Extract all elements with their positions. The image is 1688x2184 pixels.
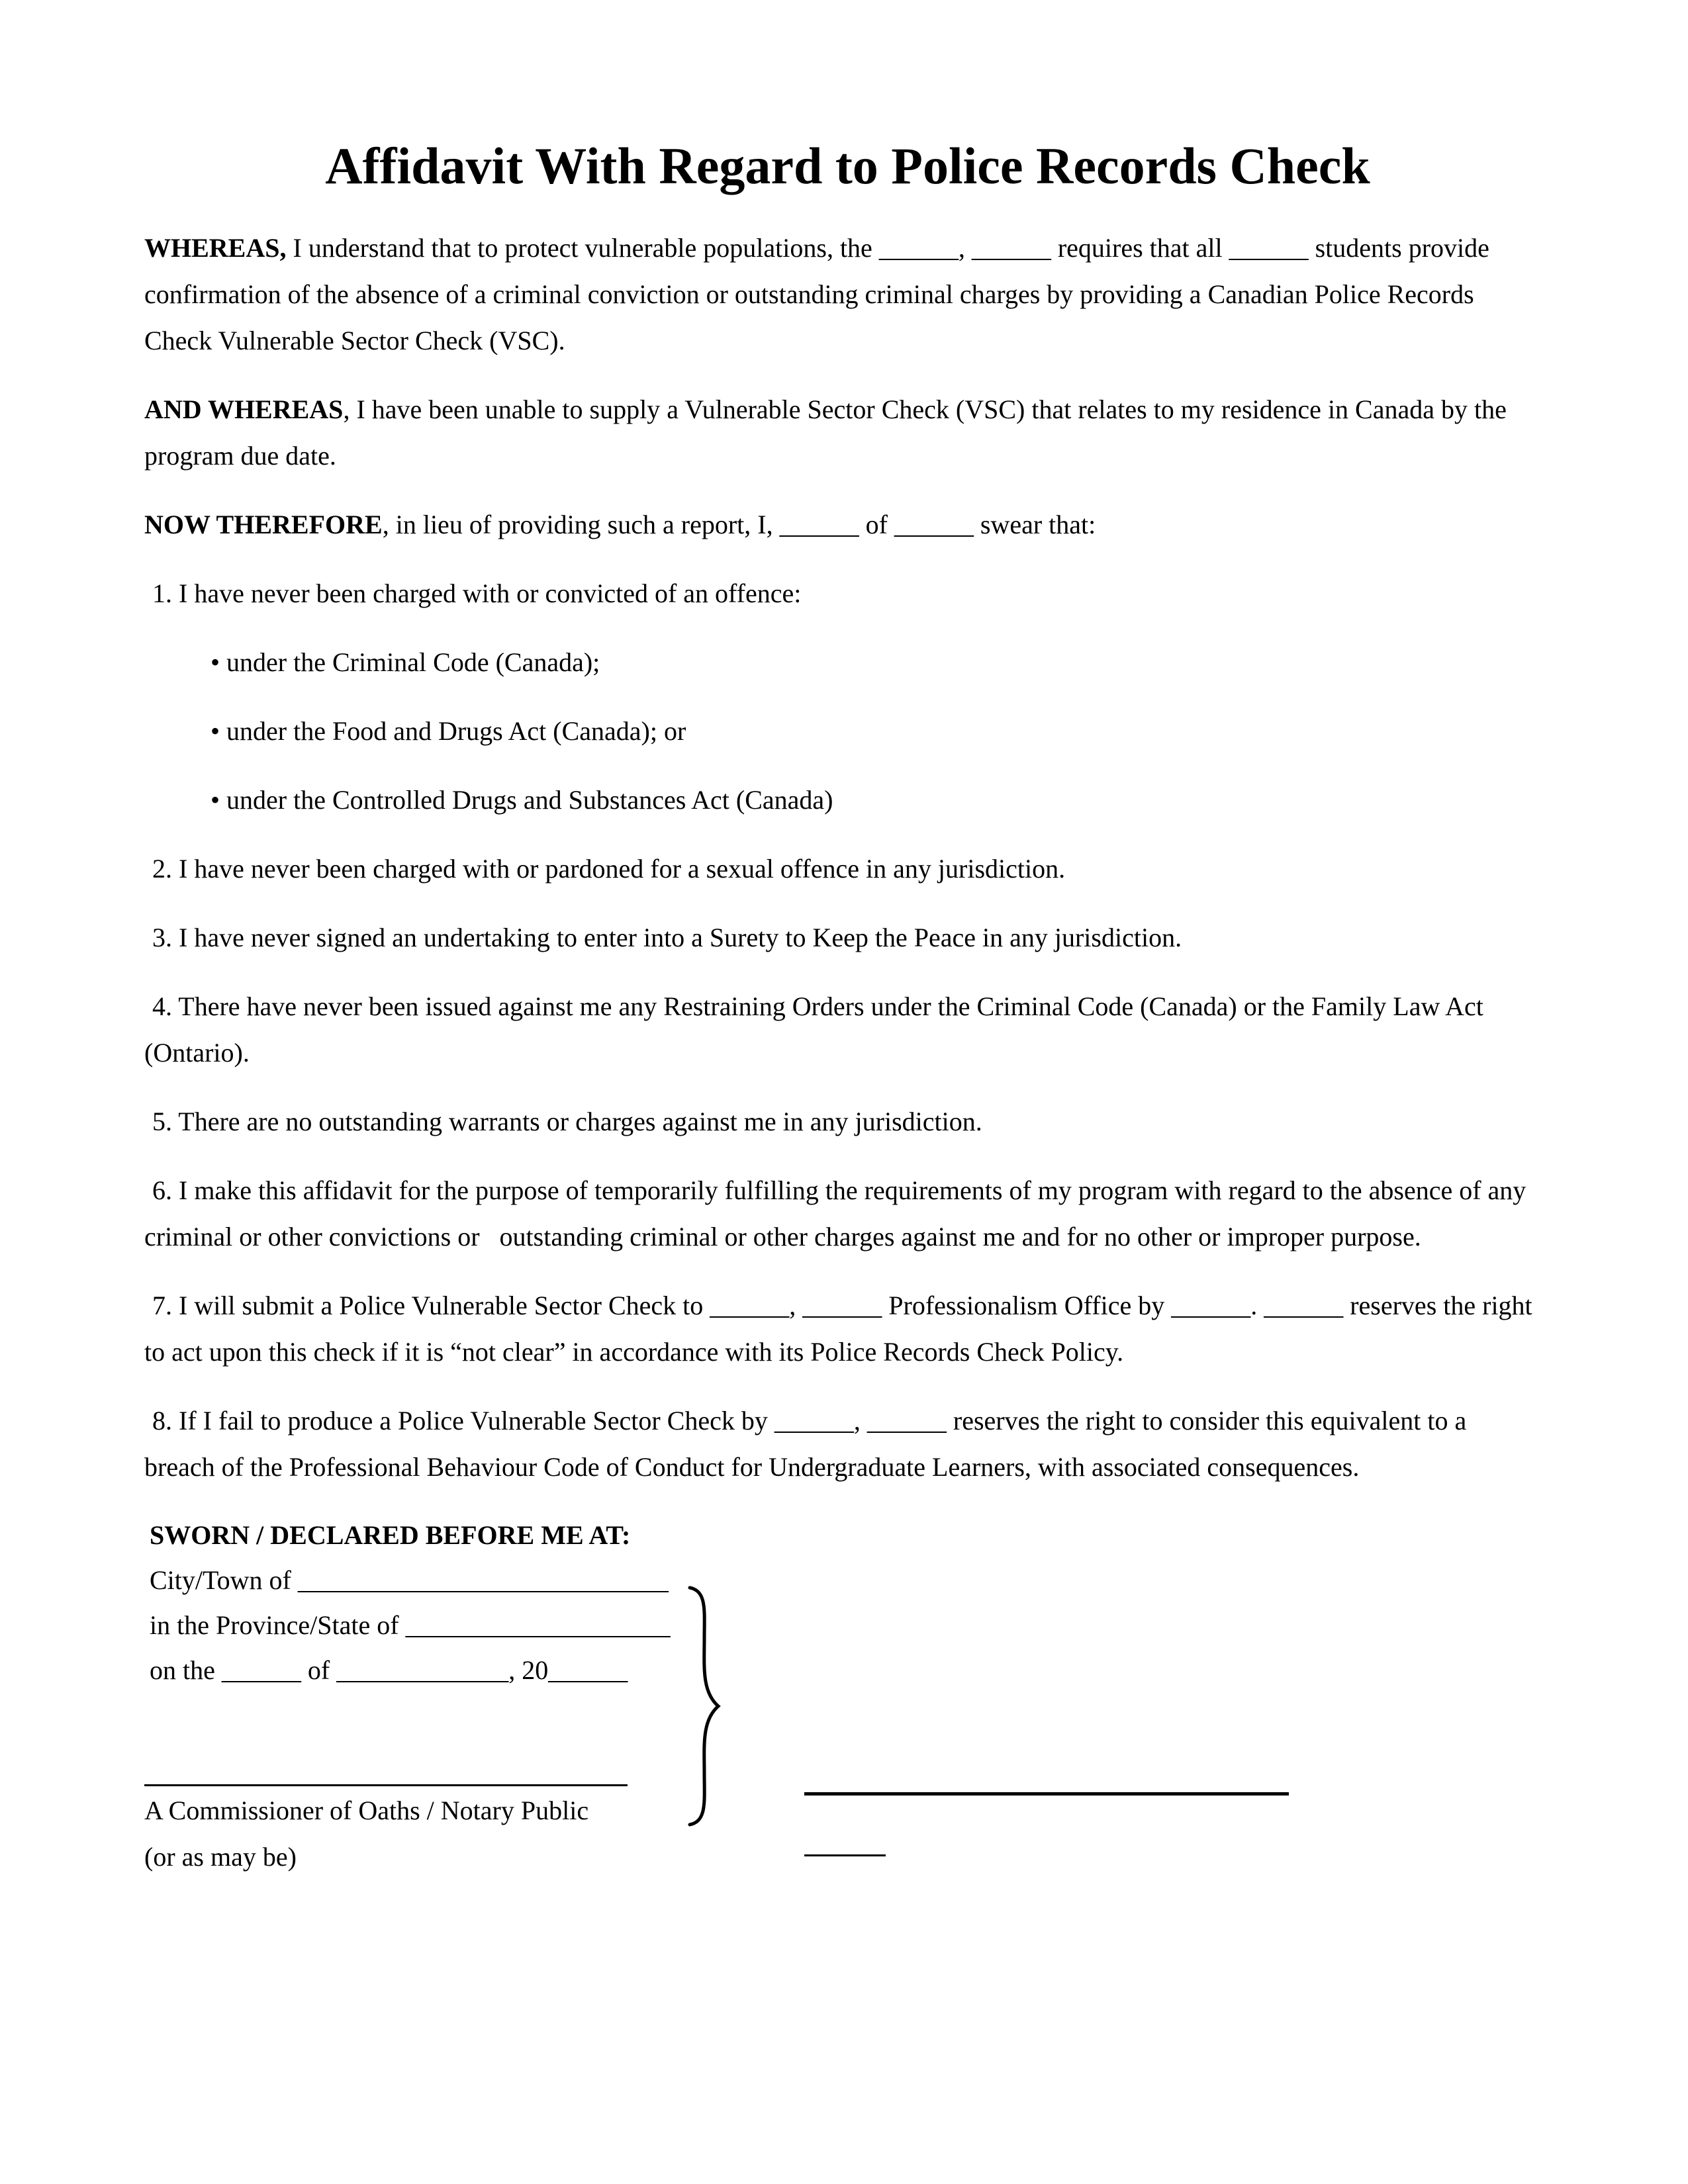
document-body	[144, 136, 1551, 1880]
bullet-line: • under the Controlled Drugs and Substances Act (Canada)	[211, 785, 833, 815]
bullet-line: • under the Criminal Code (Canada);	[211, 647, 600, 677]
list-item-1-bullet-1	[144, 639, 1551, 686]
sworn-heading: SWORN / DECLARED BEFORE ME AT:	[150, 1520, 631, 1550]
now-therefore-lead: NOW THEREFORE	[144, 510, 383, 539]
list-item-3	[144, 915, 1551, 961]
whereas-lead: WHEREAS,	[144, 233, 287, 263]
list-item-line: 2. I have never been charged with or pardoned for a sexual offence in any jurisdiction.	[152, 854, 1066, 884]
paragraph-line: Check Vulnerable Sector Check (VSC).	[144, 326, 565, 355]
list-item-line: breach of the Professional Behaviour Code of Conduct for Undergraduate Learners, with associated consequences.	[144, 1452, 1360, 1482]
list-item-line: 1. I have never been charged with or convicted of an offence:	[152, 578, 802, 608]
list-item-1-bullet-3	[144, 777, 1551, 823]
paragraph-whereas	[144, 225, 1551, 364]
province-state-field-line: in the Province/State of ____________________	[150, 1610, 671, 1640]
paragraph-line	[144, 387, 1551, 433]
list-item-7	[144, 1283, 1551, 1375]
curly-brace	[682, 1586, 723, 1827]
commissioner-qualifier: (or as may be)	[144, 1842, 297, 1872]
and-whereas-text: , I have been unable to supply a Vulnerable Sector Check (VSC) that relates to my residence in Canada by the	[343, 394, 1507, 424]
city-town-field-line: City/Town of ____________________________	[150, 1565, 669, 1595]
date-field-line: on the ______ of _____________, 20______	[150, 1655, 628, 1685]
list-item-line: 7. I will submit a Police Vulnerable Sector Check to ______, ______ Professionalism Office by ______. ______ reserves the right	[152, 1291, 1532, 1320]
commissioner-signature-line	[144, 1784, 628, 1786]
commissioner-block	[144, 1788, 1551, 1880]
paragraph-line	[144, 225, 1551, 271]
paragraph-and-whereas	[144, 387, 1551, 479]
list-item-5	[144, 1099, 1551, 1145]
page-title: Affidavit With Regard to Police Records Check	[325, 137, 1370, 195]
list-item-1	[144, 570, 1551, 617]
list-item-line: 4. There have never been issued against me any Restraining Orders under the Criminal Code (Canada) or the Family Law Act	[152, 991, 1483, 1021]
list-item-8	[144, 1398, 1551, 1490]
and-whereas-lead: AND WHEREAS	[144, 394, 344, 424]
list-item-line: 5. There are no outstanding warrants or charges against me in any jurisdiction.	[152, 1107, 982, 1136]
list-item-4	[144, 983, 1551, 1076]
list-item-line: 3. I have never signed an undertaking to enter into a Surety to Keep the Peace in any jurisdiction.	[152, 923, 1182, 952]
list-item-line: to act upon this check if it is “not clear” in accordance with its Police Records Check Policy.	[144, 1337, 1124, 1367]
short-blank-line	[804, 1854, 886, 1856]
commissioner-title: A Commissioner of Oaths / Notary Public	[144, 1796, 589, 1825]
deponent-signature-line	[804, 1792, 1289, 1796]
whereas-text: I understand that to protect vulnerable populations, the ______, ______ requires that all ______ students provide	[286, 233, 1489, 263]
paragraph-line: program due date.	[144, 441, 336, 471]
bullet-line: • under the Food and Drugs Act (Canada); or	[211, 716, 686, 746]
now-therefore-text: , in lieu of providing such a report, I, ______ of ______ swear that:	[382, 510, 1096, 539]
list-item-line: criminal or other convictions or outstanding criminal or other charges against me and for no other or improper purpose.	[144, 1222, 1421, 1251]
paragraph-line: confirmation of the absence of a criminal conviction or outstanding criminal charges by providing a Canadian Police Records	[144, 279, 1474, 309]
list-item-line: 6. I make this affidavit for the purpose of temporarily fulfilling the requirements of my program with regard to the absence of any	[152, 1175, 1526, 1205]
list-item-2	[144, 846, 1551, 892]
paragraph-line	[144, 502, 1551, 548]
list-item-line: (Ontario).	[144, 1038, 250, 1068]
list-item-line: 8. If I fail to produce a Police Vulnerable Sector Check by ______, ______ reserves the right to consider this equivalent to a	[152, 1406, 1467, 1435]
paragraph-now-therefore	[144, 502, 1551, 548]
sworn-section	[144, 1513, 1551, 1693]
list-item-6	[144, 1167, 1551, 1260]
list-item-1-bullet-2	[144, 708, 1551, 754]
